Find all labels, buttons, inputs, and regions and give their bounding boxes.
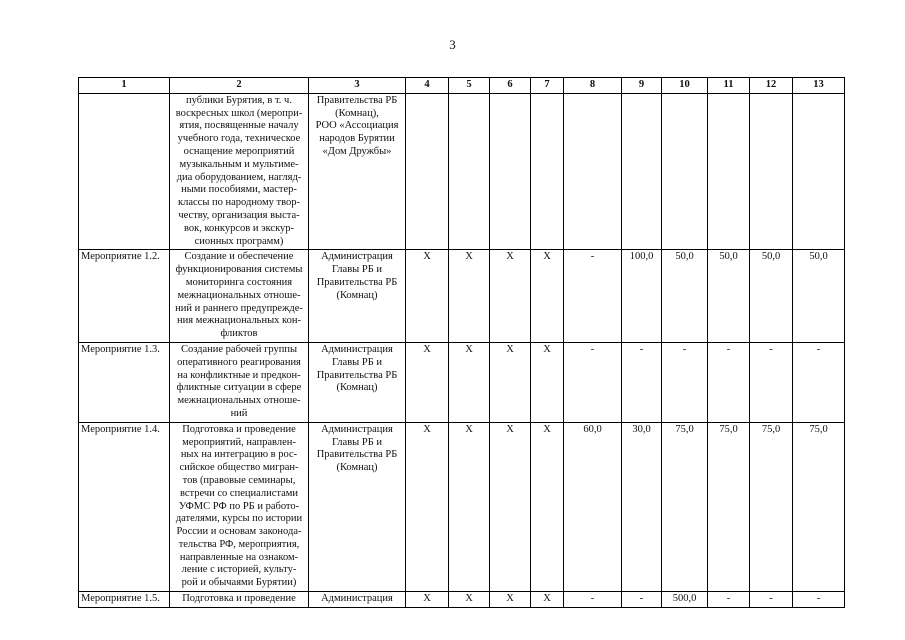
- description-line: рой и обычаями Бурятии): [181, 577, 297, 589]
- column-header-11: 11: [708, 78, 750, 94]
- description-line: межнациональных отноше-: [177, 395, 301, 407]
- responsible-executor-cell: [309, 93, 406, 250]
- value-cell-col-9: -: [622, 342, 662, 422]
- description-line: сийское общество мигран-: [179, 462, 299, 474]
- column-header-2: 2: [170, 78, 309, 94]
- column-header-13: 13: [793, 78, 845, 94]
- page-number: 3: [449, 37, 456, 52]
- description-line: музыкальным и мультиме-: [179, 158, 299, 170]
- value-cell-col-13: 50,0: [793, 250, 845, 343]
- value-cell-col-8: [564, 93, 622, 250]
- value-cell-col-8: 60,0: [564, 422, 622, 591]
- value-cell-col-7: Х: [531, 342, 564, 422]
- description-line: ятия, посвященные началу: [179, 120, 299, 132]
- executor-line: Правительства РБ: [316, 94, 398, 106]
- value-cell-col-13: [793, 93, 845, 250]
- value-cell-col-8: -: [564, 250, 622, 343]
- executor-line: Администрация: [321, 343, 393, 355]
- value-cell-col-12: [750, 93, 793, 250]
- activity-description-cell: [170, 342, 309, 422]
- table-header-row: [79, 78, 845, 94]
- executor-line: Главы РБ и: [332, 356, 382, 368]
- description-line: ление с историей, культу-: [181, 564, 297, 576]
- activity-code-cell: Мероприятие 1.2.: [79, 250, 170, 343]
- description-line: дателями, курсы по истории: [175, 513, 303, 525]
- value-cell-col-4: Х: [406, 422, 449, 591]
- description-line: ных на интеграцию в рос-: [180, 449, 298, 461]
- table-row: [79, 592, 845, 608]
- value-cell-col-8: -: [564, 342, 622, 422]
- value-cell-col-12: 75,0: [750, 422, 793, 591]
- description-line: направленные на ознаком-: [179, 551, 299, 563]
- description-line: фликтов: [220, 328, 258, 340]
- column-header-7: 7: [531, 78, 564, 94]
- description-line: встречи со специалистами: [179, 487, 299, 499]
- value-cell-col-4: [406, 93, 449, 250]
- activity-description-cell: [170, 422, 309, 591]
- value-cell-col-5: [449, 93, 490, 250]
- value-cell-col-7: [531, 93, 564, 250]
- value-cell-col-11: 75,0: [708, 422, 750, 591]
- activity-code-cell: Мероприятие 1.4.: [79, 422, 170, 591]
- value-cell-col-11: [708, 93, 750, 250]
- column-header-9: 9: [622, 78, 662, 94]
- description-line: Создание и обеспечение: [184, 251, 294, 263]
- table-row: [79, 342, 845, 422]
- activity-code-cell: [79, 93, 170, 250]
- value-cell-col-10: 50,0: [662, 250, 708, 343]
- value-cell-col-9: [622, 93, 662, 250]
- description-line: УФМС РФ по РБ и работо-: [178, 500, 300, 512]
- value-cell-col-5: Х: [449, 342, 490, 422]
- table-row: [79, 93, 845, 250]
- description-line: учебного года, техническое: [177, 133, 301, 145]
- executor-line: Главы РБ и: [332, 436, 382, 448]
- description-line: ными пособиями, мастер-: [181, 184, 297, 196]
- description-line: мониторинга состояния: [185, 276, 293, 288]
- description-line: межнациональных отноше-: [177, 289, 301, 301]
- activity-description-cell: [170, 250, 309, 343]
- executor-line: (Комнац): [336, 462, 378, 474]
- column-header-8: 8: [564, 78, 622, 94]
- executor-line: Правительства РБ: [316, 369, 398, 381]
- description-line: России и основам законода-: [176, 526, 302, 538]
- column-header-4: 4: [406, 78, 449, 94]
- value-cell-col-9: 30,0: [622, 422, 662, 591]
- value-cell-col-5: Х: [449, 592, 490, 608]
- value-cell-col-7: Х: [531, 592, 564, 608]
- column-header-12: 12: [750, 78, 793, 94]
- value-cell-col-10: -: [662, 342, 708, 422]
- responsible-executor-cell: [309, 592, 406, 608]
- value-cell-col-6: [490, 93, 531, 250]
- executor-line: Администрация: [321, 423, 393, 435]
- value-cell-col-10: [662, 93, 708, 250]
- executor-line: (Комнац),: [335, 107, 379, 119]
- value-cell-col-5: Х: [449, 250, 490, 343]
- activity-description-cell: [170, 592, 309, 608]
- column-header-3: 3: [309, 78, 406, 94]
- description-line: ния межнациональных кон-: [177, 315, 301, 327]
- executor-line: Главы РБ и: [332, 264, 382, 276]
- value-cell-col-9: 100,0: [622, 250, 662, 343]
- description-line: сионных программ): [194, 235, 284, 247]
- description-line: честву, организация выста-: [178, 209, 300, 221]
- column-header-6: 6: [490, 78, 531, 94]
- description-line: оснащение мероприятий: [183, 145, 295, 157]
- value-cell-col-7: Х: [531, 422, 564, 591]
- value-cell-col-4: Х: [406, 342, 449, 422]
- executor-line: «Дом Дружбы»: [322, 145, 392, 157]
- value-cell-col-6: Х: [490, 422, 531, 591]
- executor-line: (Комнац): [336, 289, 378, 301]
- value-cell-col-13: -: [793, 592, 845, 608]
- description-line: функционирования системы: [175, 264, 303, 276]
- value-cell-col-6: Х: [490, 592, 531, 608]
- value-cell-col-6: Х: [490, 250, 531, 343]
- value-cell-col-9: -: [622, 592, 662, 608]
- description-line: Подготовка и проведение: [182, 423, 296, 435]
- value-cell-col-13: 75,0: [793, 422, 845, 591]
- value-cell-col-10: 75,0: [662, 422, 708, 591]
- activity-description-cell: [170, 93, 309, 250]
- value-cell-col-6: Х: [490, 342, 531, 422]
- executor-line: (Комнац): [336, 382, 378, 394]
- description-line: мероприятий, направлен-: [182, 436, 296, 448]
- description-line: фликтные ситуации в сфере: [176, 382, 302, 394]
- description-line: тов (правовые семинары,: [182, 474, 296, 486]
- value-cell-col-8: -: [564, 592, 622, 608]
- description-line: ний и раннего предупрежде-: [175, 302, 303, 314]
- executor-line: Администрация: [321, 251, 393, 263]
- description-line: вок, конкурсов и экскур-: [183, 222, 295, 234]
- responsible-executor-cell: [309, 422, 406, 591]
- value-cell-col-7: Х: [531, 250, 564, 343]
- responsible-executor-cell: [309, 250, 406, 343]
- column-header-5: 5: [449, 78, 490, 94]
- program-table: [78, 77, 845, 608]
- description-line: Подготовка и проведение: [182, 593, 296, 605]
- description-line: классы по народному твор-: [178, 197, 300, 209]
- value-cell-col-11: -: [708, 342, 750, 422]
- value-cell-col-12: 50,0: [750, 250, 793, 343]
- table-row: [79, 250, 845, 343]
- description-line: оперативного реагирования: [177, 356, 301, 368]
- description-line: тельства РФ, мероприятия,: [178, 538, 300, 550]
- description-line: Создание рабочей группы: [180, 343, 298, 355]
- value-cell-col-12: -: [750, 592, 793, 608]
- executor-line: Администрация: [321, 593, 393, 605]
- description-line: публики Бурятия, в т. ч.: [186, 94, 292, 106]
- column-header-1: 1: [79, 78, 170, 94]
- description-line: диа оборудованием, нагляд-: [176, 171, 302, 183]
- value-cell-col-4: Х: [406, 250, 449, 343]
- value-cell-col-13: -: [793, 342, 845, 422]
- table-row: [79, 422, 845, 591]
- executor-line: Правительства РБ: [316, 276, 398, 288]
- value-cell-col-11: -: [708, 592, 750, 608]
- description-line: ний: [230, 407, 248, 419]
- description-line: воскресных школ (меропри-: [175, 107, 303, 119]
- activity-code-cell: Мероприятие 1.5.: [79, 592, 170, 608]
- responsible-executor-cell: [309, 342, 406, 422]
- value-cell-col-12: -: [750, 342, 793, 422]
- column-header-10: 10: [662, 78, 708, 94]
- executor-line: РОО «Ассоциация: [315, 120, 399, 132]
- value-cell-col-4: Х: [406, 592, 449, 608]
- value-cell-col-5: Х: [449, 422, 490, 591]
- description-line: на конфликтные и предкон-: [177, 369, 301, 381]
- value-cell-col-11: 50,0: [708, 250, 750, 343]
- executor-line: народов Бурятии: [319, 133, 395, 145]
- executor-line: Правительства РБ: [316, 449, 398, 461]
- value-cell-col-10: 500,0: [662, 592, 708, 608]
- activity-code-cell: Мероприятие 1.3.: [79, 342, 170, 422]
